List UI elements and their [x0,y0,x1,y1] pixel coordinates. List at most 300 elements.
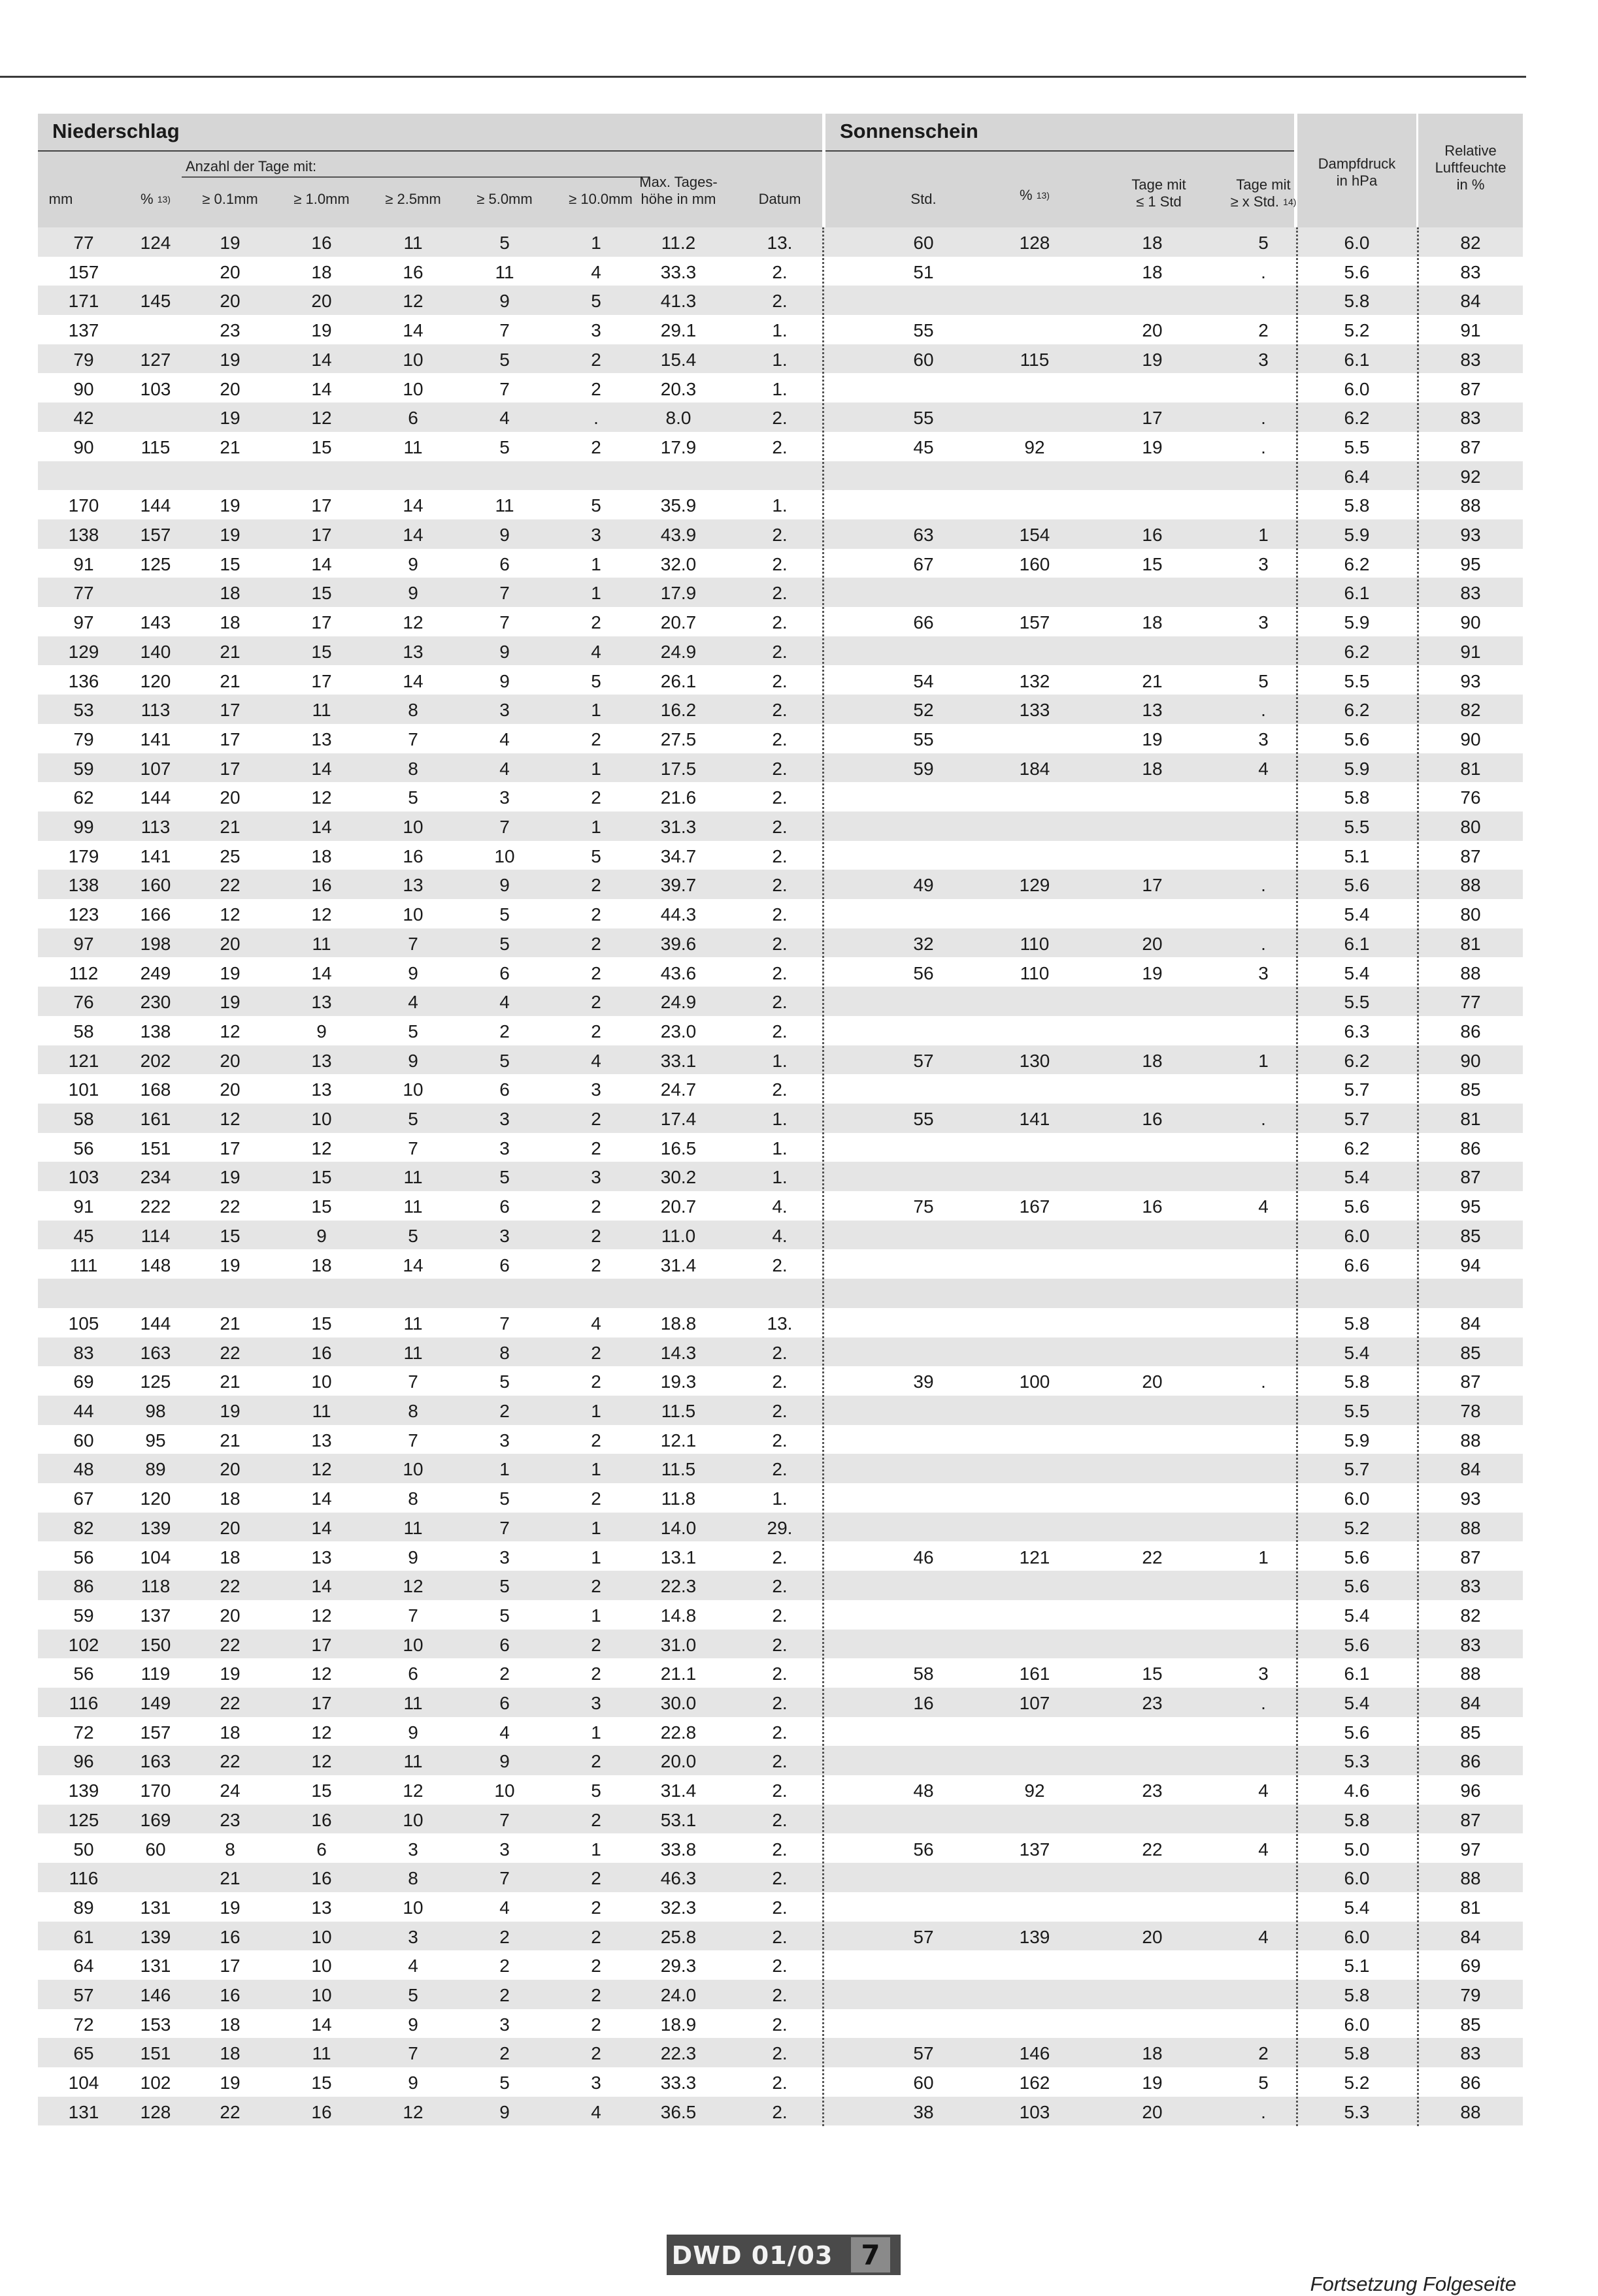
table-row [38,782,1523,812]
cell-datum: 2. [772,2073,788,2093]
table-row [38,257,1523,286]
cell-d10: 16 [311,1342,332,1363]
cell-max: 33.3 [660,2073,697,2093]
cell-max: 8.0 [665,408,691,429]
cell-d50: 4 [499,992,510,1013]
cell-dampf: 6.0 [1344,1488,1370,1509]
cell-rel: 83 [1460,2043,1481,2064]
cell-spct [979,812,1090,841]
cell-d100: 3 [591,1167,601,1188]
table-row [38,2067,1523,2097]
cell-d25: 9 [408,553,418,574]
cell-std: 57 [913,1050,934,1071]
cell-dampf: 6.1 [1344,583,1370,604]
cell-d01: 20 [220,933,241,954]
cell-d01: 21 [220,670,241,691]
cell-datum: 2. [772,904,788,925]
cell-d25: 9 [408,2014,418,2035]
cell-max: 33.3 [660,261,697,282]
cell-d25: 16 [403,261,424,282]
cell-tage1: 23 [1142,1693,1163,1713]
cell-tage2: . [1261,875,1266,896]
cell-d10: 18 [311,1255,332,1275]
cell-d01: 17 [220,1138,241,1158]
table-row [38,928,1523,958]
cell-std [868,1133,979,1162]
cell-d100: 2 [591,1109,601,1129]
cell-datum [744,1279,816,1308]
cell-mm: 179 [68,845,99,866]
cell-d10: 20 [311,291,332,312]
cell-pct: 198 [140,933,171,954]
cell-tage1 [1097,1513,1208,1542]
cell-d10: 16 [311,1809,332,1830]
cell-d10: 17 [311,525,332,545]
cell-std: 54 [913,670,934,691]
cell-d50: 9 [499,525,510,545]
cell-d100: 4 [591,641,601,662]
cell-d100: 1 [591,1839,601,1860]
cell-datum: 2. [772,641,788,662]
cell-mm: 56 [73,1138,94,1158]
cell-d50: 5 [499,1488,510,1509]
cell-spct [979,1513,1090,1542]
cell-spct [979,899,1090,928]
cell-pct: 145 [140,291,171,312]
cell-max: 33.1 [660,1050,697,1071]
col-max-header-1: Max. Tages- [639,174,718,190]
table-row [38,2009,1523,2039]
cell-tage1: 19 [1142,2073,1163,2093]
cell-spct [979,1074,1090,1104]
cell-d01: 18 [220,1488,241,1509]
cell-d50: 7 [499,583,510,604]
cell-spct [979,1337,1090,1367]
cell-datum: 2. [772,875,788,896]
cell-d100: 1 [591,1605,601,1626]
cell-d100: 4 [591,261,601,282]
cell-pct: 249 [140,962,171,983]
col-50mm-header: ≥ 5.0mm [476,191,533,207]
cell-datum: 2. [772,1459,788,1480]
cell-d50: 11 [495,495,514,516]
cell-std: 57 [913,2043,934,2064]
cell-d10: 15 [311,583,332,604]
col-pct2-header: % $^{13)}$ [1020,187,1050,203]
cell-mm: 50 [73,1839,94,1860]
cell-max: 14.8 [660,1605,697,1626]
cell-dampf: 5.1 [1344,845,1370,866]
cell-std [868,1162,979,1191]
cell-max: 29.3 [660,1956,697,1976]
table-row [38,1542,1523,1571]
cell-rel: 84 [1460,1693,1481,1713]
cell-pct: 125 [140,553,171,574]
cell-rel: 95 [1460,1196,1481,1217]
cell-d100: 2 [591,787,601,808]
cell-d100: 5 [591,495,601,516]
cell-mm: 97 [73,612,94,633]
table-row [38,1366,1523,1396]
cell-tage1 [1097,782,1208,812]
cell-rel: 95 [1460,553,1481,574]
anzahl-tage-label: Anzahl der Tage mit: [186,158,317,174]
cell-d100: 1 [591,583,601,604]
cell-std: 49 [913,875,934,896]
cell-spct: 92 [1024,1780,1045,1801]
cell-tage1: 19 [1142,349,1163,370]
cell-std [868,1717,979,1747]
cell-tage1: 16 [1142,1109,1163,1129]
cell-rel: 83 [1460,349,1481,370]
cell-max: 31.4 [660,1780,697,1801]
cell-d10: 16 [311,233,332,253]
cell-d50: 2 [499,1664,510,1684]
cell-d01: 22 [220,1634,241,1655]
table-row [38,461,1523,491]
table-header [38,114,1523,227]
cell-pct: 125 [140,1371,171,1392]
cell-d10: 11 [312,1401,331,1421]
cell-tage1: 18 [1142,2043,1163,2064]
cell-mm: 116 [69,1693,99,1713]
cell-tage1 [1097,987,1208,1016]
cell-d10: 10 [311,1926,332,1947]
cell-d01: 22 [220,1693,241,1713]
cell-mm: 138 [68,875,99,896]
cell-spct [979,1600,1090,1630]
cell-tage2: 5 [1258,233,1269,253]
table-row [38,753,1523,783]
cell-d100: 2 [591,2014,601,2035]
cell-mm: 157 [68,261,99,282]
cell-d25: 8 [408,758,418,779]
cell-d50: 10 [494,845,515,866]
cell-rel: 78 [1460,1401,1481,1421]
cell-spct [979,1746,1090,1775]
cell-d50: 10 [494,1780,515,1801]
table-row [38,987,1523,1016]
cell-max: 18.8 [660,1313,697,1334]
table-row [38,1805,1523,1834]
cell-tage1 [1097,2009,1208,2039]
cell-d100: 1 [591,1547,601,1567]
cell-d25: 5 [408,1225,418,1246]
cell-d25: 9 [408,962,418,983]
cell-d25: 10 [403,1634,424,1655]
cell-rel: 80 [1460,904,1481,925]
cell-d10: 11 [312,700,331,721]
cell-d100: 2 [591,378,601,399]
cell-std [868,1308,979,1337]
cell-tage1 [1097,812,1208,841]
table-row [38,1892,1523,1922]
cell-mm: 123 [68,904,99,925]
cell-d50 [460,461,549,491]
cell-pct: 163 [140,1751,171,1772]
cell-d50: 7 [499,612,510,633]
cell-d10: 16 [311,875,332,896]
cell-rel: 88 [1460,2101,1481,2122]
cell-mm: 96 [73,1751,94,1772]
cell-std: 55 [913,729,934,749]
cell-d50: 4 [499,408,510,429]
cell-pct: 163 [140,1342,171,1363]
cell-d10: 13 [311,1547,332,1567]
cell-tage1: 21 [1142,670,1163,691]
cell-d100: 2 [591,1868,601,1889]
cell-mm: 77 [73,583,94,604]
cell-max: 16.2 [660,700,697,721]
cell-std: 60 [913,349,934,370]
cell-d100: 2 [591,1342,601,1363]
cell-d100: 2 [591,1138,601,1158]
cell-datum: 1. [772,378,788,399]
cell-d01: 21 [220,641,241,662]
cell-max: 17.4 [660,1109,697,1129]
cell-d100: 2 [591,1021,601,1041]
cell-datum: 2. [772,553,788,574]
cell-d25: 4 [408,992,418,1013]
cell-mm: 61 [73,1926,94,1947]
cell-d100: 2 [591,1751,601,1772]
cell-d25: 11 [403,1342,423,1363]
cell-dampf: 5.4 [1344,1605,1370,1626]
cell-tage1: 13 [1142,700,1163,721]
cell-d01: 19 [220,349,241,370]
cell-d100: 1 [591,553,601,574]
cell-dampf: 5.5 [1344,670,1370,691]
cell-datum: 2. [772,700,788,721]
cell-datum: 2. [772,1079,788,1100]
cell-spct [979,724,1090,753]
cell-spct [979,1308,1090,1337]
publication-badge [667,2235,901,2275]
cell-d50: 3 [499,1225,510,1246]
cell-dampf: 6.0 [1344,233,1370,253]
cell-tage2: 3 [1258,962,1269,983]
cell-tage1 [1097,1425,1208,1454]
cell-tage1 [1097,1950,1208,1980]
cell-dampf: 6.0 [1344,1868,1370,1889]
cell-d10: 14 [311,758,332,779]
cell-pct: 118 [141,1576,171,1597]
cell-d100: 3 [591,1693,601,1713]
cell-pct: 160 [140,875,171,896]
cell-max: 25.8 [660,1926,697,1947]
cell-d100: 1 [591,817,601,837]
cell-d50: 11 [495,261,514,282]
cell-dampf: 5.7 [1344,1459,1370,1480]
cell-datum: 2. [772,1839,788,1860]
climate-table [38,114,1523,2131]
cell-d100: 2 [591,436,601,457]
cell-tage1 [1097,1221,1208,1250]
cell-d10: 15 [311,1780,332,1801]
cell-tage1 [1097,1863,1208,1892]
table-row [38,344,1523,374]
cell-std: 66 [913,612,934,633]
cell-spct: 132 [1019,670,1050,691]
table-row [38,1717,1523,1747]
cell-spct: 167 [1019,1196,1050,1217]
cell-rel: 85 [1460,1079,1481,1100]
cell-d50: 7 [499,1809,510,1830]
cell-d10: 9 [316,1225,327,1246]
cell-dampf: 5.5 [1344,436,1370,457]
cell-dampf [1297,1279,1416,1308]
cell-max: 20.7 [660,612,697,633]
cell-max: 23.0 [660,1021,697,1041]
cell-d25: 10 [403,349,424,370]
cell-tage1: 15 [1142,1664,1163,1684]
cell-datum: 2. [772,1605,788,1626]
cell-spct: 115 [1020,349,1050,370]
cell-mm: 101 [68,1079,99,1100]
cell-dampf: 5.4 [1344,962,1370,983]
cell-std: 55 [913,408,934,429]
cell-std [868,490,979,519]
cell-d25: 10 [403,1897,424,1918]
cell-datum: 2. [772,1956,788,1976]
cell-rel: 88 [1460,1517,1481,1538]
cell-d10: 15 [311,436,332,457]
cell-pct [129,257,182,286]
cell-datum: 2. [772,408,788,429]
niederschlag-heading: Niederschlag [52,120,180,142]
cell-datum: 2. [772,583,788,604]
cell-rel: 91 [1460,320,1481,341]
cell-pct: 170 [140,1780,171,1801]
cell-std: 32 [913,933,934,954]
col-100mm-header: ≥ 10.0mm [569,191,633,207]
cell-d01: 22 [220,1196,241,1217]
cell-mm: 89 [73,1897,94,1918]
cell-d10: 11 [312,933,331,954]
cell-d100: 2 [591,992,601,1013]
cell-d100: 1 [591,758,601,779]
cell-rel: 79 [1460,1985,1481,2005]
cell-d01: 19 [220,962,241,983]
cell-d100: 4 [591,1050,601,1071]
cell-tage1 [1097,899,1208,928]
cell-max: 11.5 [661,1401,696,1421]
cell-d10: 14 [311,962,332,983]
table-row [38,1922,1523,1951]
cell-rel: 87 [1460,1809,1481,1830]
cell-dampf: 5.4 [1344,1167,1370,1188]
cell-d50: 6 [499,1693,510,1713]
cell-std [868,1805,979,1834]
cell-d01 [186,1279,275,1308]
cell-tage1 [1097,1396,1208,1425]
cell-max: 53.1 [660,1809,697,1830]
col-10mm-header: ≥ 1.0mm [293,191,350,207]
cell-d01 [186,461,275,491]
cell-d50: 3 [499,1109,510,1129]
cell-tage1: 18 [1142,758,1163,779]
cell-rel: 85 [1460,1722,1481,1743]
cell-pct: 98 [145,1401,166,1421]
cell-d01: 20 [220,787,241,808]
cell-d50: 5 [499,349,510,370]
cell-d100: 1 [591,233,601,253]
cell-d50: 5 [499,436,510,457]
cell-mm: 58 [73,1021,94,1041]
cell-mm: 171 [68,291,99,312]
cell-spct: 157 [1019,612,1050,633]
cell-d50: 6 [499,962,510,983]
cell-datum: 2. [772,1897,788,1918]
cell-d10: 14 [311,378,332,399]
cell-spct: 121 [1019,1547,1050,1567]
cell-datum: 29. [767,1517,793,1538]
cell-spct: 137 [1019,1839,1050,1860]
cell-rel: 91 [1460,641,1481,662]
cell-d100: 1 [591,1401,601,1421]
cell-d01: 20 [220,261,241,282]
cell-max: 11.2 [661,233,696,253]
cell-datum: 1. [772,1109,788,1129]
cell-datum: 2. [772,1021,788,1041]
cell-d100: 2 [591,1809,601,1830]
cell-d25: 11 [403,1751,423,1772]
cell-tage2: 2 [1258,320,1269,341]
cell-dampf: 5.1 [1344,1956,1370,1976]
table-row [38,1571,1523,1600]
cell-std [868,461,979,491]
cell-spct [979,578,1090,607]
cell-spct [979,1250,1090,1279]
cell-d01: 17 [220,700,241,721]
cell-tage2: 3 [1258,1664,1269,1684]
cell-mm: 57 [73,1985,94,2005]
cell-tage2: 4 [1258,1839,1269,1860]
cell-d10: 14 [311,1488,332,1509]
cell-d01: 19 [220,408,241,429]
cell-std [868,1513,979,1542]
cell-d01: 22 [220,1751,241,1772]
cell-std: 56 [913,1839,934,1860]
cell-spct [979,1483,1090,1513]
cell-spct: 161 [1019,1664,1050,1684]
cell-pct: 141 [140,729,171,749]
cell-mm: 59 [73,758,94,779]
cell-tage2: 4 [1258,1926,1269,1947]
cell-d25: 9 [408,583,418,604]
cell-dampf: 5.7 [1344,1109,1370,1129]
cell-d10: 12 [311,408,332,429]
cell-mm: 125 [68,1809,99,1830]
cell-datum: 2. [772,845,788,866]
cell-d100: 2 [591,1956,601,1976]
table-row [38,1016,1523,1045]
cell-pct: 150 [140,1634,171,1655]
cell-rel: 87 [1460,436,1481,457]
cell-tage1 [1097,1746,1208,1775]
cell-dampf: 6.2 [1344,553,1370,574]
cell-spct [979,841,1090,870]
cell-std [868,1483,979,1513]
cell-std: 60 [913,233,934,253]
cell-pct: 104 [140,1547,171,1567]
cell-d50: 5 [499,2073,510,2093]
cell-max: 32.3 [660,1897,697,1918]
cell-d10: 18 [311,845,332,866]
cell-pct: 119 [141,1664,171,1684]
cell-rel: 80 [1460,817,1481,837]
cell-d100: 2 [591,933,601,954]
